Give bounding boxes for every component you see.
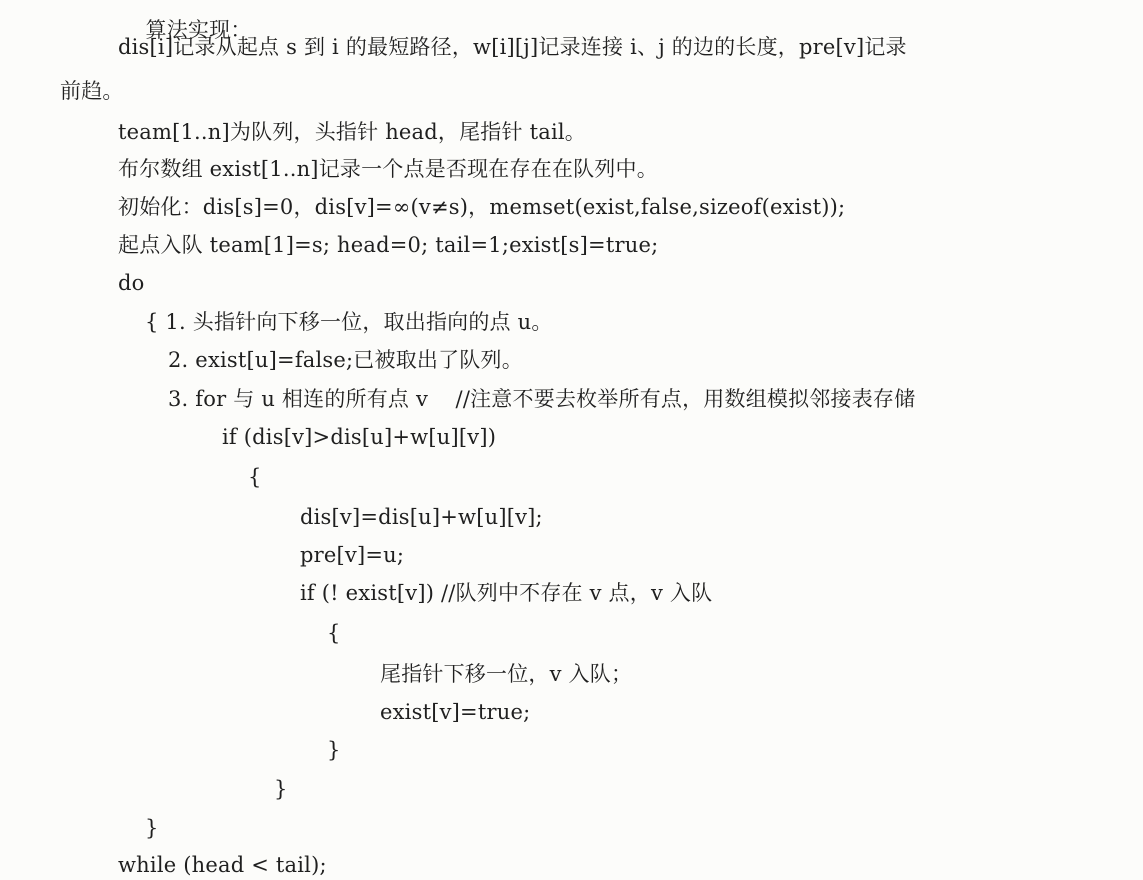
text-line: team[1..n]为队列，头指针 head，尾指针 tail。: [118, 120, 586, 144]
text-line: 初始化：dis[s]=0，dis[v]=∞(v≠s)，memset(exist,false,sizeof(exist));: [118, 195, 846, 219]
text-line: 前趋。: [60, 79, 124, 103]
text-line: }: [274, 777, 288, 801]
text-line: {: [327, 621, 341, 645]
text-line: {: [248, 465, 262, 489]
text-line: if (dis[v]>dis[u]+w[u][v]): [222, 425, 497, 449]
text-line: 尾指针下移一位，v 入队；: [380, 662, 633, 686]
text-line: exist[v]=true;: [380, 700, 531, 724]
text-line: pre[v]=u;: [300, 543, 405, 567]
text-line: 布尔数组 exist[1..n]记录一个点是否现在存在在队列中。: [118, 157, 658, 181]
text-line: dis[i]记录从起点 s 到 i 的最短路径，w[i][j]记录连接 i、j 的边的长度，pre[v]记录: [118, 35, 907, 59]
text-line: }: [327, 738, 341, 762]
text-line: 起点入队 team[1]=s; head=0; tail=1;exist[s]=true;: [118, 233, 659, 257]
section-heading-text: 算法实现：: [145, 18, 252, 42]
text-line: dis[v]=dis[u]+w[u][v];: [300, 505, 543, 529]
text-line: do: [118, 271, 145, 295]
text-line: }: [145, 816, 159, 840]
text-line: 2. exist[u]=false;已被取出了队列。: [168, 348, 523, 372]
text-line: { 1. 头指针向下移一位，取出指向的点 u。: [145, 310, 553, 334]
section-heading: [118, 0, 252, 42]
text-line: 3. for 与 u 相连的所有点 v //注意不要去枚举所有点，用数组模拟邻接表存储: [168, 387, 916, 411]
text-line: if (! exist[v]) //队列中不存在 v 点，v 入队: [300, 581, 713, 605]
text-line: while (head < tail);: [118, 853, 327, 877]
